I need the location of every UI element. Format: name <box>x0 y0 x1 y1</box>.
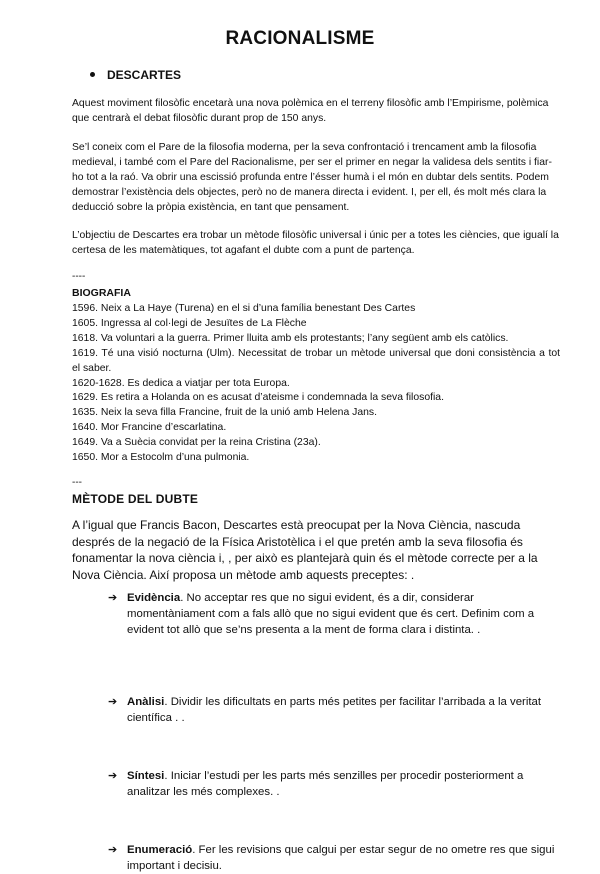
arrow-right-icon: ➔ <box>108 770 118 782</box>
intro-paragraph-2: Se’l coneix com el Pare de la filosofia moderna, per la seva confrontació i trencament amb la filosofia medieval, i també com el Pare del Racionalisme, per ser el primer en negar la validesa dels sentits i fiar-ho tot a la raó. Va obrir una escissió profunda entre l’ésser humà i el món en dubtar dels sentits. Podem demostrar l’existència dels objectes, però no de manera directa i evident. I, per ell, és molt més clara la deducció sobre la pròpia existència, en tant que pensament. <box>72 142 552 213</box>
intro-paragraph-3: L’objectiu de Descartes era trobar un mètode filosòfic universal i únic per a totes les ciències, que igualí la certesa de les matemàtiques, tot agafant el dubte com a punt de partença. <box>72 230 559 256</box>
bullet-dot-icon <box>90 72 95 77</box>
precept-text: . No acceptar res que no sigui evident, és a dir, considerar momentàniament com a fals allò que no sigui evident que és cert. Definim com a evident tot allò que se’ns presenta a la ment de forma clara i distinta. . <box>127 592 535 636</box>
arrow-right-icon: ➔ <box>108 844 118 856</box>
biography-entry: 1649. Va a Suècia convidat per la reina Cristina (23a). <box>72 437 321 449</box>
precept-text: . Fer les revisions que calgui per estar segur de no ometre res que sigui important i decisiu. <box>127 844 555 872</box>
biography-list <box>72 302 560 466</box>
biography-entry: 1650. Mor a Estocolm d’una pulmonia. <box>72 452 250 464</box>
method-paragraph: A l’igual que Francis Bacon, Descartes està preocupat per la Nova Ciència, nascuda després de la negació de la Física Aristotèlica i el que pretén amb la seva filosofia és fonamentar la nova ciència i, , per això es plantejarà quin és el mètode correcte per a la Nova Ciència. Així proposa un mètode amb aquests preceptes: . <box>72 518 538 582</box>
precept-term: Enumeració <box>127 844 193 856</box>
precept-evidencia <box>108 590 564 638</box>
precept-term: Evidència <box>127 592 181 604</box>
section-heading-label: DESCARTES <box>107 68 182 82</box>
biography-entry: 1640. Mor Francine d’escarlatina. <box>72 422 227 434</box>
arrow-right-icon: ➔ <box>108 696 118 708</box>
intro-paragraph-1: Aquest moviment filosòfic encetarà una nova polèmica en el terreny filosòfic amb l’Empirisme, polèmica que centrarà el debat filosòfic durant prop de 150 anys. <box>72 98 549 124</box>
method-heading: MÈTODE DEL DUBTE <box>72 492 199 506</box>
biography-entry: 1629. Es retira a Holanda on es acusat d’ateisme i condemnada la seva filosofia. <box>72 392 444 404</box>
biography-entry: 1619. Té una visió nocturna (Ulm). Necessitat de trobar un mètode universal que doni consistència a tot el saber. <box>72 347 560 374</box>
precepts-list <box>108 590 564 872</box>
precept-term: Síntesi <box>127 770 165 782</box>
biography-entry: 1620-1628. Es dedica a viatjar per tota Europa. <box>72 377 290 389</box>
biography-entry: 1618. Va voluntari a la guerra. Primer lluita amb els protestants; l’any següent amb els catòlics. <box>72 332 509 344</box>
precept-enumeracio <box>108 842 564 874</box>
precept-term: Anàlisi <box>127 696 165 708</box>
biography-entry: 1605. Ingressa al col·legi de Jesuïtes de La Flèche <box>72 317 307 329</box>
document-title: RACIONALISME <box>225 28 375 49</box>
precept-text: . Iniciar l’estudi per les parts més senzilles per procedir posteriorment a analitzar les més complexes. . <box>127 770 524 798</box>
separator-2: --- <box>72 477 82 488</box>
section-heading-descartes <box>90 68 181 82</box>
biography-entry: 1635. Neix la seva filla Francine, fruit de la unió amb Helena Jans. <box>72 407 377 419</box>
separator-1: ---- <box>72 271 86 282</box>
biography-entry: 1596. Neix a La Haye (Turena) en el si d’una família benestant Des Cartes <box>72 303 416 314</box>
precept-text: . Dividir les dificultats en parts més petites per facilitar l’arribada a la veritat científica . . <box>127 696 542 724</box>
arrow-right-icon: ➔ <box>108 592 118 604</box>
precept-sintesi <box>108 768 564 800</box>
biography-heading: BIOGRAFIA <box>72 287 131 299</box>
precept-analisi <box>108 694 564 726</box>
